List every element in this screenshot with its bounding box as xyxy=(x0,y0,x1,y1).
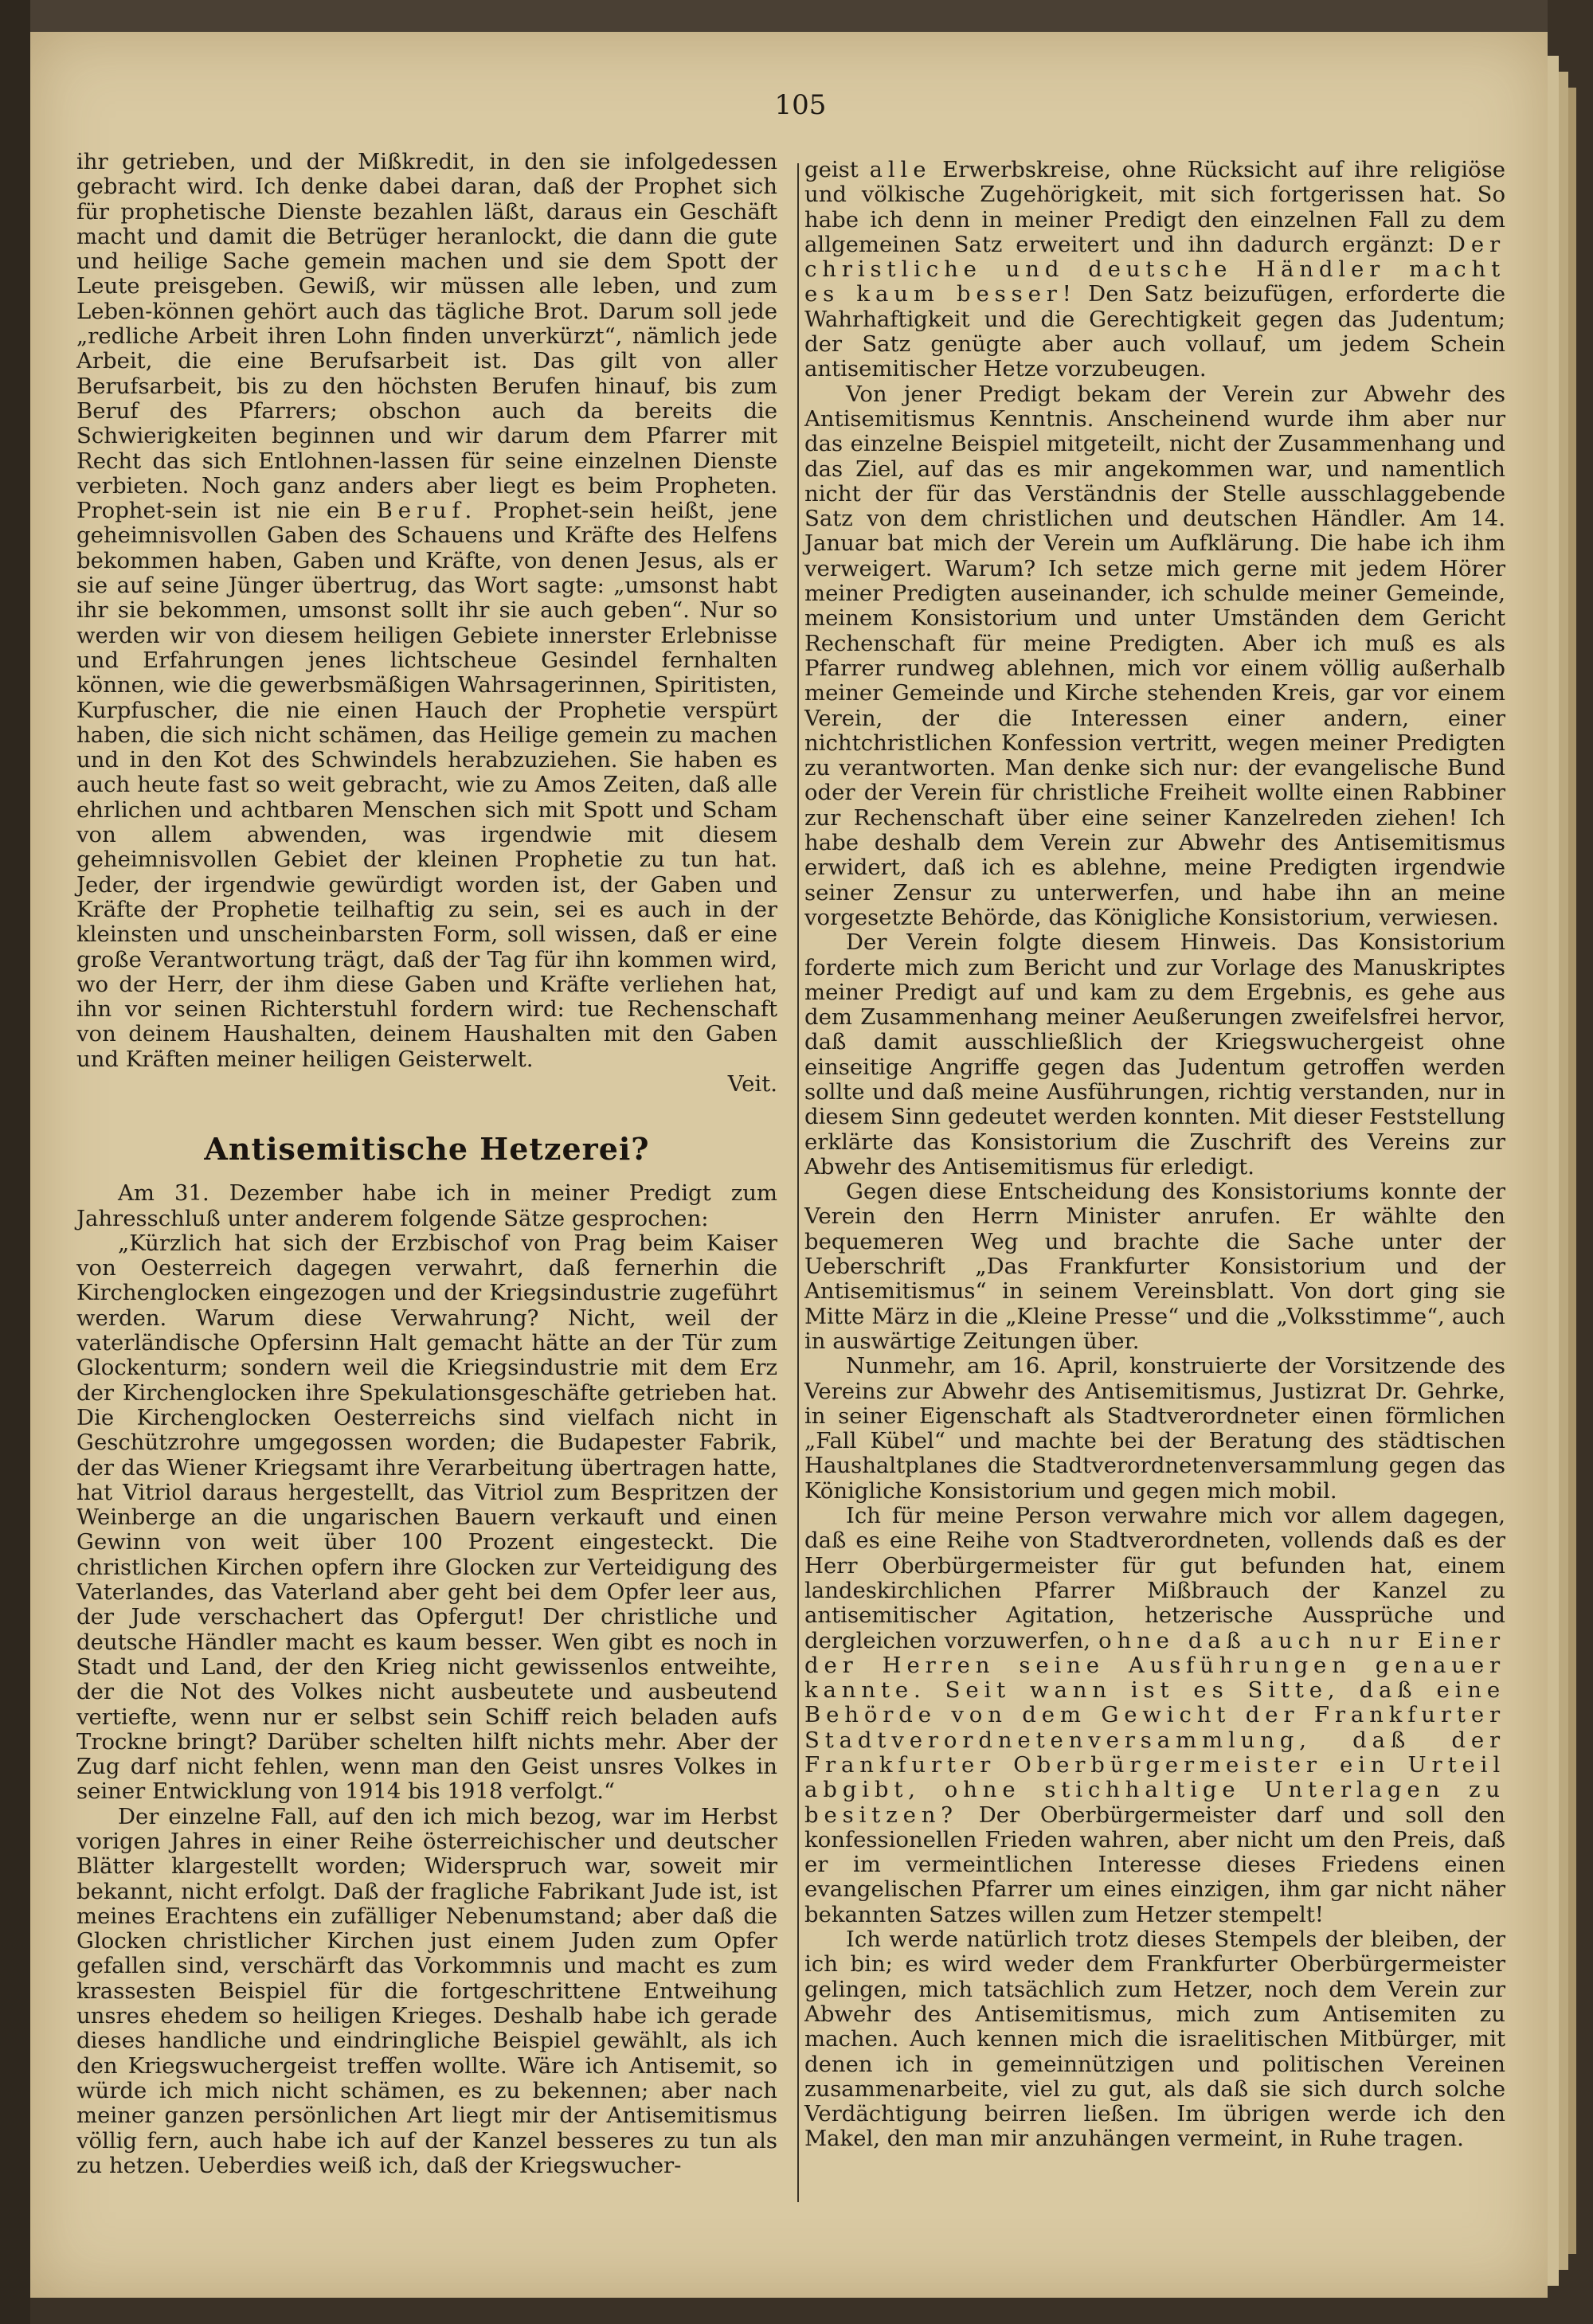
paragraph: Am 31. Dezember habe ich in meiner Predigt zum Jahresschluß unter anderem folgende Sätze gesprochen: xyxy=(76,1180,777,1231)
paragraph: Nunmehr, am 16. April, konstruierte der Vorsitzende des Vereins zur Abwehr des Antisemitismus, Justizrat Dr. Gehrke, in seiner Eigenschaft als Stadtverordneter einen förmlichen „Fall Kübel“ und machte bei der Beratung des städtischen Haushaltplanes die Stadtverordnetenversammlung gegen das Königliche Konsistorium und gegen mich mobil. xyxy=(804,1353,1505,1504)
spaced-emphasis: alle xyxy=(869,157,932,182)
paragraph-text: Erwerbskreise, ohne Rücksicht auf ihre religiöse und völkische Zugehörigkeit, mit sich fortgerissen hat. So habe ich denn in meiner Predigt den einzelnen Fall zu dem allgemeinen Satz erweitert und ihn dadurch ergänzt: xyxy=(804,157,1505,257)
paragraph: Von jener Predigt bekam der Verein zur Abwehr des Antisemitismus Kenntnis. Anscheinend wurde ihm aber nur das einzelne Beispiel mitgeteilt, nicht der Zusammenhang und das Ziel, auf das es mir angekommen war, und namentlich nicht der für das Verständnis der Stelle ausschlaggebende Satz von dem christlichen und deutschen Händler. Am 14. Januar bat mich der Verein um Aufklärung. Die habe ich ihm verweigert. Warum? Ich setze mich gerne mit jedem Hörer meiner Predigten auseinander, ich schulde meiner Gemeinde, meinem Konsistorium und unter Umständen dem Gericht Rechenschaft für meine Predigten. Aber ich muß es als Pfarrer rundweg ablehnen, mich vor einem völlig außerhalb meiner Gemeinde und Kirche stehenden Kreis, gar vor einem Verein, der die Interessen einer andern, einer nichtchristlichen Konfession vertritt, wegen meiner Predigten zu verantworten. Man denke sich nur: der evangelische Bund oder der Verein für christliche Freiheit wollte einen Rabbiner zur Rechenschaft über eine seiner Kanzelreden ziehen! Ich habe deshalb dem Verein zur Abwehr des Antisemitismus erwidert, daß ich es ablehne, meine Predigten irgendwie seiner Zensur zu unterwerfen, und habe ihn an meine vorgesetzte Behörde, das Königliche Konsistorium, verwiesen. xyxy=(804,381,1505,930)
paragraph: Ich werde natürlich trotz dieses Stempels der bleiben, der ich bin; es wird weder dem Frankfurter Oberbürgermeister gelingen, mich tatsächlich zum Hetzer, noch dem Verein zur Abwehr des Antisemitismus, mich zum Antisemiten zu machen. Auch kennen mich die israelitischen Mitbürger, mit denen ich in gemeinnützigen und politischen Vereinen zusammenarbeite, viel zu gut, als daß sie sich durch solche Verdächtigung beirren ließen. Im übrigen werde ich den Makel, den man mir anzuhängen vermeint, in Ruhe tragen. xyxy=(804,1927,1505,2152)
scan-left-border xyxy=(0,0,30,2324)
paragraph-text: Der Oberbürgermeister darf und soll den konfessionellen Frieden wahren, aber nicht um den Preis, daß er im vermeintlichen Interesse dieses Friedens einen evangelischen Pfarrer um eines einzigen, ihm gar nicht näher bekannten Satzes willen zum Hetzer stempelt! xyxy=(804,1802,1505,1927)
paragraph: Der Verein folgte diesem Hinweis. Das Konsistorium forderte mich zum Bericht und zur Vorlage des Manuskriptes meiner Predigt auf und kam zu dem Ergebnis, es gehe aus dem Zusammenhang meiner Aeußerungen zweifelsfrei hervor, daß damit ausschließlich der Kriegswuchergeist ohne einseitige Angriffe gegen das Judentum getroffen werden sollte und daß meine Ausführungen, richtig verstanden, nur in diesem Sinn gedeutet werden konnten. Mit dieser Feststellung erklärte das Konsistorium die Zuschrift des Vereins zur Abwehr des Antisemitismus für erledigt. xyxy=(804,929,1505,1180)
page-edge xyxy=(1559,72,1568,2270)
spaced-emphasis: ohne daß auch nur Einer der Herren seine Ausführungen genauer kannte. Seit wann ist es Sitte, daß eine Behörde von dem Gewicht der Frankfurter Stadtverordnetenversammlung, daß der Frankfurter Oberbürgermeister ein Urteil abgibt, ohne stichhaltige Unterlagen zu besitzen? xyxy=(804,1627,1505,1828)
page-number: 105 xyxy=(774,89,827,121)
paragraph: Gegen diese Entscheidung des Konsistoriums konnte der Verein den Herrn Minister anrufen. Er wählte den bequemeren Weg und brachte die Sache unter der Ueberschrift „Das Frankfurter Konsistorium und der Antisemitismus“ in seinem Vereinsblatt. Von dort ging sie Mitte März in die „Kleine Presse“ und die „Volksstimme“, auch in auswärtige Zeitungen über. xyxy=(804,1179,1505,1354)
page-edge xyxy=(1568,88,1576,2254)
spaced-emphasis: Der christliche und deutsche Händler macht es kaum besser! xyxy=(804,231,1505,307)
sermon-quote-paragraph: „Kürzlich hat sich der Erzbischof von Prag beim Kaiser von Oesterreich dagegen verwahrt, daß fernerhin die Kirchenglocken eingezogen und der Kriegsindustrie zugeführt werden. Warum diese Verwahrung? Nicht, weil der vaterländische Opfersinn Halt gemacht hätte an der Tür zum Glockenturm; sondern weil die Kriegsindustrie mit dem Erz der Kirchenglocken ihre Spekulationsgeschäfte getrieben hat. Die Kirchenglocken Oesterreichs sind vielfach nicht in Geschützrohre umgegossen worden; die Budapester Fabrik, der das Wiener Kriegsamt ihre Verarbeitung übertragen hatte, hat Vitriol daraus hergestellt, das Vitriol zum Bespritzen der Weinberge an die ungarischen Bauern verkauft und einen Gewinn von weit über 100 Prozent eingesteckt. Die christlichen Kirchen opfern ihre Glocken zur Verteidigung des Vaterlandes, das Vaterland aber geht bei dem Opfer leer aus, der Jude verschachert das Opfergut! Der christliche und deutsche Händler macht es kaum besser. Wen gibt es noch in Stadt und Land, der den Krieg nicht gewissenlos entweihte, der die Not des Volkes nicht ausbeutete und ausbeutend vertiefte, wenn nur er selbst sein Schiff reich beladen aufs Trockne bringt? Darüber schelten hilft nichts mehr. Aber der Zug darf nicht fehlen, wenn man den Geist unsres Volkes in seiner Entwicklung von 1914 bis 1918 verfolgt.“ xyxy=(76,1230,777,1805)
paragraph-text: geist xyxy=(804,157,859,182)
paragraph-text: Den Satz beizufügen, erforderte die Wahrhaftigkeit und die Gerechtigkeit gegen das Judentum; der Satz genügte aber auch vollauf, um jedem Schein antisemitischer Hetze vorzubeugen. xyxy=(804,281,1505,382)
right-column xyxy=(804,158,1505,2292)
spaced-emphasis: Beruf. xyxy=(376,498,478,524)
article-heading: Antisemitische Hetzerei? xyxy=(204,1131,650,1168)
paragraph: Der einzelne Fall, auf den ich mich bezog, war im Herbst vorigen Jahres in einer Reihe österreichischer und deutscher Blätter klargestellt worden; Widerspruch war, soweit mir bekannt, nicht erfolgt. Daß der fragliche Fabrikant Jude ist, ist meines Erachtens ein zufälliger Nebenumstand; aber daß die Glocken christlicher Kirchen just einem Juden zum Opfer gefallen sind, verschärft das Vorkommnis und macht es zum krassesten Beispiel für die fortgeschrittene Entweihung unsres ehedem so heiligen Krieges. Deshalb habe ich gerade dieses handliche und eindringliche Beispiel gewählt, als ich den Kriegswuchergeist treffen wollte. Wäre ich Antisemit, so würde ich mich nicht schämen, es zu bekennen; aber nach meiner ganzen persönlichen Art liegt mir der Antisemitismus völlig fern, auch habe ich auf der Kanzel besseres zu tun als zu hetzen. Ueberdies weiß ich, daß der Kriegswucher- xyxy=(76,1803,777,2178)
column-divider xyxy=(797,163,799,2202)
paragraph-text: Prophet-sein heißt, jene geheimnisvollen Gaben des Schauens und Kräfte des Helfens bekommen haben, Gaben und Kräfte, von denen Jesus, als er sie auf seine Jünger übertrug, das Wort sagte: „umsonst habt ihr sie bekommen, umsonst sollt ihr sie auch geben“. Nur so werden wir von diesem heiligen Gebiete innerster Erlebnisse und Erfahrungen jenes lichtscheue Gesindel fernhalten können, wie die gewerbsmäßigen Wahrsagerinnen, Spiritisten, Kurpfuscher, die nie einen Hauch der Prophetie verspürt haben, die sich nicht schämen, das Heilige gemein zu machen und in den Kot des Schwindels herabzuziehen. Sie haben es auch heute fast so weit gebracht, wie zu Amos Zeiten, daß alle ehrlichen und achtbaren Menschen sich mit Spott und Scham von allem abwenden, was irgendwie mit diesem geheimnisvollen Gebiet der kleinen Prophetie zu tun hat. Jeder, der irgendwie gewürdigt worden ist, der Gaben und Kräfte der Prophetie teilhaftig zu sein, sei es auch in der kleinsten und unscheinbarsten Form, soll wissen, daß er eine große Verantwortung trägt, daß der Tag für ihn kommen wird, wo der Herr, der ihm diese Gaben und Kräfte verliehen hat, ihn vor seinen Richterstuhl fordern wird: tue Rechenschaft von deinem Haushalten, deinem Haushalten mit den Gaben und Kräften meiner heiligen Geisterwelt. xyxy=(76,498,777,1072)
page-edge xyxy=(1548,56,1559,2286)
paragraph-text: ihr getrieben, und der Mißkredit, in den sie infolgedessen gebracht wird. Ich denke dabei daran, daß der Prophet sich für prophetische Dienste bezahlen läßt, daraus ein Geschäft macht und damit die Betrüger heranlockt, die dann die gute und heilige Sache gemein machen und sie dem Spott der Leute preisgeben. Gewiß, wir müssen alle leben, und zum Leben-können gehört auch das tägliche Brot. Darum soll jede „redliche Arbeit ihren Lohn finden unverkürzt“, nämlich jede Arbeit, die eine Berufsarbeit ist. Das gilt von aller Berufsarbeit, bis zu den höchsten Berufen hinauf, bis zum Beruf des Pfarrers; obschon auch da bereits die Schwierigkeiten beginnen und wir darum dem Pfarrer mit Recht das sich Entlohnen-lassen für seine einzelnen Dienste verbieten. Noch ganz anders aber liegt es beim Propheten. Prophet-sein ist nie ein xyxy=(76,149,777,524)
article-veit-paragraph xyxy=(76,150,777,1072)
paragraph-text: Ich für meine Person verwahre mich vor allem dagegen, daß es eine Reihe von Stadtverordneten, vollends daß es der Herr Oberbürgermeister für gut befunden hat, einem landeskirchlichen Pfarrer Mißbrauch der Kanzel zu antisemitischer Agitation, hetzerische Aussprüche und dergleichen vorzuwerfen, xyxy=(804,1503,1505,1653)
left-column xyxy=(76,150,777,2284)
paragraph xyxy=(804,1504,1505,1927)
scan-top-border xyxy=(30,0,1548,32)
article-signature: Veit. xyxy=(727,1070,777,1097)
paragraph xyxy=(804,158,1505,382)
